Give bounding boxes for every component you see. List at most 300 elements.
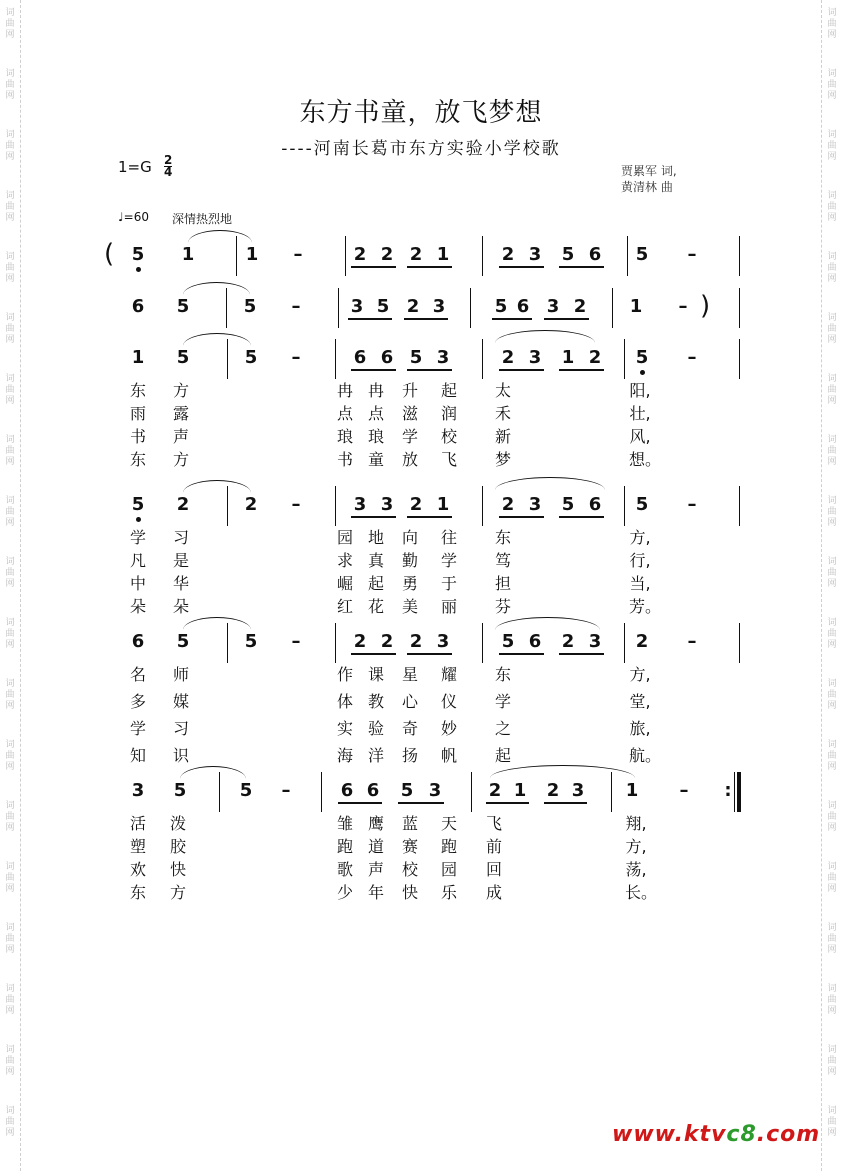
eighth-beam	[407, 369, 452, 371]
lyric-char: 阳,	[629, 381, 651, 400]
watermark: 词 曲 网	[5, 984, 15, 1016]
note: 5	[376, 296, 390, 317]
lyric-char: 扬	[401, 746, 418, 765]
watermark: 词 曲 网	[827, 679, 837, 711]
watermark: 词 曲 网	[827, 252, 837, 284]
lyric-char: 琅	[336, 427, 353, 446]
lyric-char: 快	[169, 860, 186, 879]
lyric-char: 习	[172, 528, 189, 547]
note: 5	[244, 347, 258, 368]
lyric-char: 识	[172, 746, 189, 765]
watermark: 词 曲 网	[827, 984, 837, 1016]
lyric-char: 勇	[401, 574, 418, 593]
note: 5	[131, 494, 145, 515]
barline	[739, 623, 740, 663]
lyric-char: 凡	[129, 551, 146, 570]
barline	[739, 288, 740, 328]
lyric-char: 壮,	[629, 404, 651, 423]
website-logo	[612, 1122, 820, 1147]
lyric-char: 润	[440, 404, 457, 423]
watermark: 词 曲 网	[827, 69, 837, 101]
tie	[188, 230, 252, 243]
watermark: 词 曲 网	[5, 1045, 15, 1077]
lyric-char: 堂,	[629, 692, 651, 711]
lyric-char: 长。	[625, 883, 658, 902]
watermark: 词 曲 网	[5, 801, 15, 833]
lyric-char: 校	[401, 860, 418, 879]
watermark: 词 曲 网	[5, 130, 15, 162]
lyric-char: 梦	[494, 450, 511, 469]
watermark: 词 曲 网	[5, 740, 15, 772]
lyric-char: 作	[336, 665, 353, 684]
note: –	[281, 780, 291, 801]
key-signature: 1=G	[118, 158, 152, 176]
lyric-char: 歌	[336, 860, 353, 879]
note: 2	[176, 494, 190, 515]
note: 6	[366, 780, 380, 801]
lyric-char: 帆	[440, 746, 457, 765]
tie	[495, 617, 600, 630]
watermark: 词 曲 网	[5, 862, 15, 894]
lyric-char: 方,	[625, 837, 647, 856]
watermark: 词 曲 网	[5, 374, 15, 406]
lyric-char: 习	[172, 719, 189, 738]
lyric-char: 芳。	[629, 597, 662, 616]
lyric-char: 活	[129, 814, 146, 833]
barline	[482, 339, 483, 379]
lyric-char: 验	[367, 719, 384, 738]
eighth-beam	[351, 516, 396, 518]
note: 2	[409, 244, 423, 265]
lyric-char: 升	[401, 381, 418, 400]
watermark: 词 曲 网	[5, 69, 15, 101]
note: 5	[561, 494, 575, 515]
eighth-beam	[492, 318, 532, 320]
watermark: 词 曲 网	[827, 1045, 837, 1077]
note: 2	[501, 244, 515, 265]
eighth-beam	[407, 653, 452, 655]
low-octave-dot	[136, 517, 141, 522]
lyric-char: 滋	[401, 404, 418, 423]
note: 5	[244, 631, 258, 652]
note: 1	[629, 296, 643, 317]
final-barline	[734, 772, 735, 812]
lyric-char: 起	[440, 381, 457, 400]
note: 6	[131, 631, 145, 652]
note: 3	[588, 631, 602, 652]
final-barline-thick	[738, 772, 741, 812]
barline	[471, 772, 472, 812]
note: 5	[494, 296, 508, 317]
note: 1	[436, 244, 450, 265]
lyric-char: 妙	[440, 719, 457, 738]
lyric-char: 东	[129, 450, 146, 469]
barline	[482, 486, 483, 526]
watermark: 词 曲 网	[5, 557, 15, 589]
lyric-char: 名	[129, 665, 146, 684]
watermark: 词 曲 网	[827, 435, 837, 467]
watermark: 词 曲 网	[5, 496, 15, 528]
website-suffix: .com	[756, 1122, 821, 1147]
eighth-beam	[351, 653, 396, 655]
watermark: 词 曲 网	[827, 862, 837, 894]
note: 6	[131, 296, 145, 317]
note: 3	[350, 296, 364, 317]
note: 1	[625, 780, 639, 801]
note: 2	[353, 244, 367, 265]
note: 5	[176, 347, 190, 368]
lyric-char: 星	[401, 665, 418, 684]
lyric-char: 回	[485, 860, 502, 879]
lyric-char: 于	[440, 574, 457, 593]
lyric-char: 学	[494, 692, 511, 711]
note: 3	[353, 494, 367, 515]
note: 2	[406, 296, 420, 317]
note: 2	[501, 347, 515, 368]
note: 2	[380, 244, 394, 265]
tie	[183, 333, 251, 346]
open-parenthesis: (	[104, 239, 115, 269]
lyric-char: 雏	[336, 814, 353, 833]
lyric-char: 冉	[367, 381, 384, 400]
note: 6	[340, 780, 354, 801]
eighth-beam	[486, 802, 529, 804]
time-numerator: 2	[164, 153, 173, 167]
note: 6	[588, 494, 602, 515]
lyric-char: 道	[367, 837, 384, 856]
eighth-beam	[559, 516, 604, 518]
eighth-beam	[404, 318, 448, 320]
lyric-char: 成	[485, 883, 502, 902]
low-octave-dot	[136, 267, 141, 272]
lyric-char: 胶	[169, 837, 186, 856]
note: 3	[436, 631, 450, 652]
lyric-char: 是	[172, 551, 189, 570]
lyric-char: 少	[336, 883, 353, 902]
lyric-char: 点	[367, 404, 384, 423]
note: 1	[181, 244, 195, 265]
lyric-char: 点	[336, 404, 353, 423]
note: 1	[561, 347, 575, 368]
eighth-beam	[559, 369, 604, 371]
eighth-beam	[338, 802, 382, 804]
repeat-sign: :	[724, 780, 732, 801]
lyric-char: 方	[169, 883, 186, 902]
lyric-char: 天	[440, 814, 457, 833]
eighth-beam	[407, 266, 452, 268]
lyric-char: 想。	[629, 450, 662, 469]
lyric-char: 方,	[629, 665, 651, 684]
note: 2	[635, 631, 649, 652]
lyric-char: 欢	[129, 860, 146, 879]
eighth-beam	[499, 516, 544, 518]
lyric-char: 方,	[629, 528, 651, 547]
lyric-char: 之	[494, 719, 511, 738]
watermark: 词 曲 网	[827, 191, 837, 223]
note: –	[291, 347, 301, 368]
note: –	[687, 631, 697, 652]
lyric-char: 方	[172, 450, 189, 469]
tie	[183, 617, 251, 630]
lyric-char: 往	[440, 528, 457, 547]
note: 1	[436, 494, 450, 515]
barline	[470, 288, 471, 328]
note: 2	[573, 296, 587, 317]
expression-marking: 深情热烈地	[172, 212, 233, 226]
barline	[627, 236, 628, 276]
eighth-beam	[499, 369, 544, 371]
note: –	[687, 347, 697, 368]
time-signature	[164, 155, 172, 178]
note: 5	[131, 244, 145, 265]
lyric-char: 快	[401, 883, 418, 902]
lyric-char: 年	[367, 883, 384, 902]
lyric-char: 芬	[494, 597, 511, 616]
barline	[624, 486, 625, 526]
lyric-char: 实	[336, 719, 353, 738]
lyric-char: 学	[401, 427, 418, 446]
watermark: 词 曲 网	[5, 313, 15, 345]
note: 3	[131, 780, 145, 801]
note: –	[291, 494, 301, 515]
tie	[180, 766, 246, 779]
lyric-char: 风,	[629, 427, 651, 446]
note: 6	[516, 296, 530, 317]
watermark: 词 曲 网	[827, 8, 837, 40]
song-subtitle: ----河南长葛市东方实验小学校歌	[281, 139, 561, 159]
lyric-char: 飞	[440, 450, 457, 469]
note: 5	[239, 780, 253, 801]
lyric-char: 地	[367, 528, 384, 547]
eighth-beam	[351, 266, 396, 268]
note: 5	[173, 780, 187, 801]
barline	[739, 339, 740, 379]
lyric-char: 知	[129, 746, 146, 765]
note: 3	[571, 780, 585, 801]
note: 5	[635, 347, 649, 368]
note: 5	[409, 347, 423, 368]
note: 5	[635, 494, 649, 515]
lyric-char: 跑	[336, 837, 353, 856]
lyric-char: 求	[336, 551, 353, 570]
note: 2	[488, 780, 502, 801]
lyric-char: 声	[367, 860, 384, 879]
watermark: 词 曲 网	[827, 313, 837, 345]
lyric-char: 体	[336, 692, 353, 711]
lyric-char: 勤	[401, 551, 418, 570]
note: 3	[528, 494, 542, 515]
note: 5	[561, 244, 575, 265]
lyric-char: 东	[494, 665, 511, 684]
lyric-char: 东	[129, 381, 146, 400]
note: 6	[588, 244, 602, 265]
eighth-beam	[398, 802, 444, 804]
note: 1	[513, 780, 527, 801]
barline	[321, 772, 322, 812]
lyric-char: 华	[172, 574, 189, 593]
lyric-char: 当,	[629, 574, 651, 593]
note: 3	[428, 780, 442, 801]
website-prefix: www.ktv	[612, 1122, 727, 1147]
time-denominator: 4	[164, 165, 173, 179]
watermark: 词 曲 网	[5, 8, 15, 40]
note: 2	[588, 347, 602, 368]
close-parenthesis: )	[700, 291, 711, 321]
watermark: 词 曲 网	[827, 496, 837, 528]
lyric-char: 红	[336, 597, 353, 616]
note: 2	[353, 631, 367, 652]
lyric-char: 书	[336, 450, 353, 469]
watermark: 词 曲 网	[827, 1106, 837, 1138]
watermark: 词 曲 网	[5, 435, 15, 467]
lyric-char: 耀	[440, 665, 457, 684]
lyric-char: 丽	[440, 597, 457, 616]
note: 3	[528, 347, 542, 368]
watermark: 词 曲 网	[827, 557, 837, 589]
eighth-beam	[348, 318, 392, 320]
lyric-char: 泼	[169, 814, 186, 833]
note: –	[291, 631, 301, 652]
note: 3	[380, 494, 394, 515]
lyric-char: 书	[129, 427, 146, 446]
barline	[335, 623, 336, 663]
lyric-char: 真	[367, 551, 384, 570]
lyric-char: 校	[440, 427, 457, 446]
lyric-char: 声	[172, 427, 189, 446]
note: 6	[528, 631, 542, 652]
lyric-char: 花	[367, 597, 384, 616]
note: 5	[635, 244, 649, 265]
note: –	[291, 296, 301, 317]
tie	[490, 765, 635, 778]
eighth-beam	[407, 516, 452, 518]
note: 1	[245, 244, 259, 265]
barline	[611, 772, 612, 812]
barline	[624, 339, 625, 379]
note: 2	[409, 631, 423, 652]
lyric-char: 学	[129, 719, 146, 738]
lyric-char: 课	[367, 665, 384, 684]
lyric-char: 太	[494, 381, 511, 400]
note: 6	[353, 347, 367, 368]
watermark: 词 曲 网	[827, 801, 837, 833]
note: 5	[176, 631, 190, 652]
lyric-char: 学	[129, 528, 146, 547]
watermark: 词 曲 网	[827, 923, 837, 955]
barline	[335, 486, 336, 526]
note: 3	[546, 296, 560, 317]
note: 3	[436, 347, 450, 368]
lyric-char: 塑	[129, 837, 146, 856]
note: 3	[528, 244, 542, 265]
lyric-char: 方	[172, 381, 189, 400]
lyric-char: 向	[401, 528, 418, 547]
lyric-char: 行,	[629, 551, 651, 570]
lyric-char: 琅	[367, 427, 384, 446]
lyric-char: 洋	[367, 746, 384, 765]
lyric-char: 仪	[440, 692, 457, 711]
lyric-char: 园	[336, 528, 353, 547]
tie	[183, 282, 250, 295]
lyric-char: 露	[172, 404, 189, 423]
eighth-beam	[544, 318, 589, 320]
note: 2	[244, 494, 258, 515]
lyric-char: 乐	[440, 883, 457, 902]
note: –	[687, 494, 697, 515]
lyric-char: 心	[401, 692, 418, 711]
website-mid: c8	[726, 1122, 757, 1147]
watermark: 词 曲 网	[827, 374, 837, 406]
lyric-char: 师	[172, 665, 189, 684]
note: 6	[380, 347, 394, 368]
lyric-char: 蓝	[401, 814, 418, 833]
lyric-char: 童	[367, 450, 384, 469]
watermark: 词 曲 网	[827, 130, 837, 162]
eighth-beam	[559, 266, 604, 268]
eighth-beam	[559, 653, 604, 655]
note: 5	[243, 296, 257, 317]
watermark: 词 曲 网	[5, 679, 15, 711]
lyric-char: 鹰	[367, 814, 384, 833]
lyric-char: 朵	[172, 597, 189, 616]
watermark: 词 曲 网	[5, 191, 15, 223]
barline	[482, 623, 483, 663]
note: 5	[176, 296, 190, 317]
note: –	[293, 244, 303, 265]
note: 2	[546, 780, 560, 801]
note: 2	[380, 631, 394, 652]
lyric-char: 禾	[494, 404, 511, 423]
watermark: 词 曲 网	[827, 618, 837, 650]
lyric-char: 放	[401, 450, 418, 469]
note: 2	[501, 494, 515, 515]
watermark: 词 曲 网	[827, 740, 837, 772]
lyric-char: 起	[367, 574, 384, 593]
lyric-char: 笃	[494, 551, 511, 570]
eighth-beam	[351, 369, 396, 371]
lyric-char: 跑	[440, 837, 457, 856]
song-title: 东方书童，放飞梦想	[299, 98, 543, 128]
lyric-char: 学	[440, 551, 457, 570]
note: 5	[501, 631, 515, 652]
lyric-char: 园	[440, 860, 457, 879]
tie	[495, 477, 605, 490]
eighth-beam	[544, 802, 587, 804]
watermark: 词 曲 网	[5, 923, 15, 955]
composer-credit: 黄清林 曲	[621, 180, 673, 194]
low-octave-dot	[640, 370, 645, 375]
lyric-char: 东	[494, 528, 511, 547]
lyric-char: 奇	[401, 719, 418, 738]
tempo-marking: ♩=60	[118, 210, 149, 224]
lyric-char: 中	[129, 574, 146, 593]
barline	[482, 236, 483, 276]
lyric-char: 教	[367, 692, 384, 711]
note: 2	[409, 494, 423, 515]
lyric-char: 航。	[629, 746, 662, 765]
lyric-char: 冉	[336, 381, 353, 400]
lyric-char: 媒	[172, 692, 189, 711]
lyric-char: 荡,	[625, 860, 647, 879]
lyric-char: 雨	[129, 404, 146, 423]
note: 5	[400, 780, 414, 801]
barline	[739, 486, 740, 526]
lyric-char: 担	[494, 574, 511, 593]
lyric-char: 多	[129, 692, 146, 711]
barline	[624, 623, 625, 663]
lyric-char: 起	[494, 746, 511, 765]
lyric-char: 翔,	[625, 814, 647, 833]
